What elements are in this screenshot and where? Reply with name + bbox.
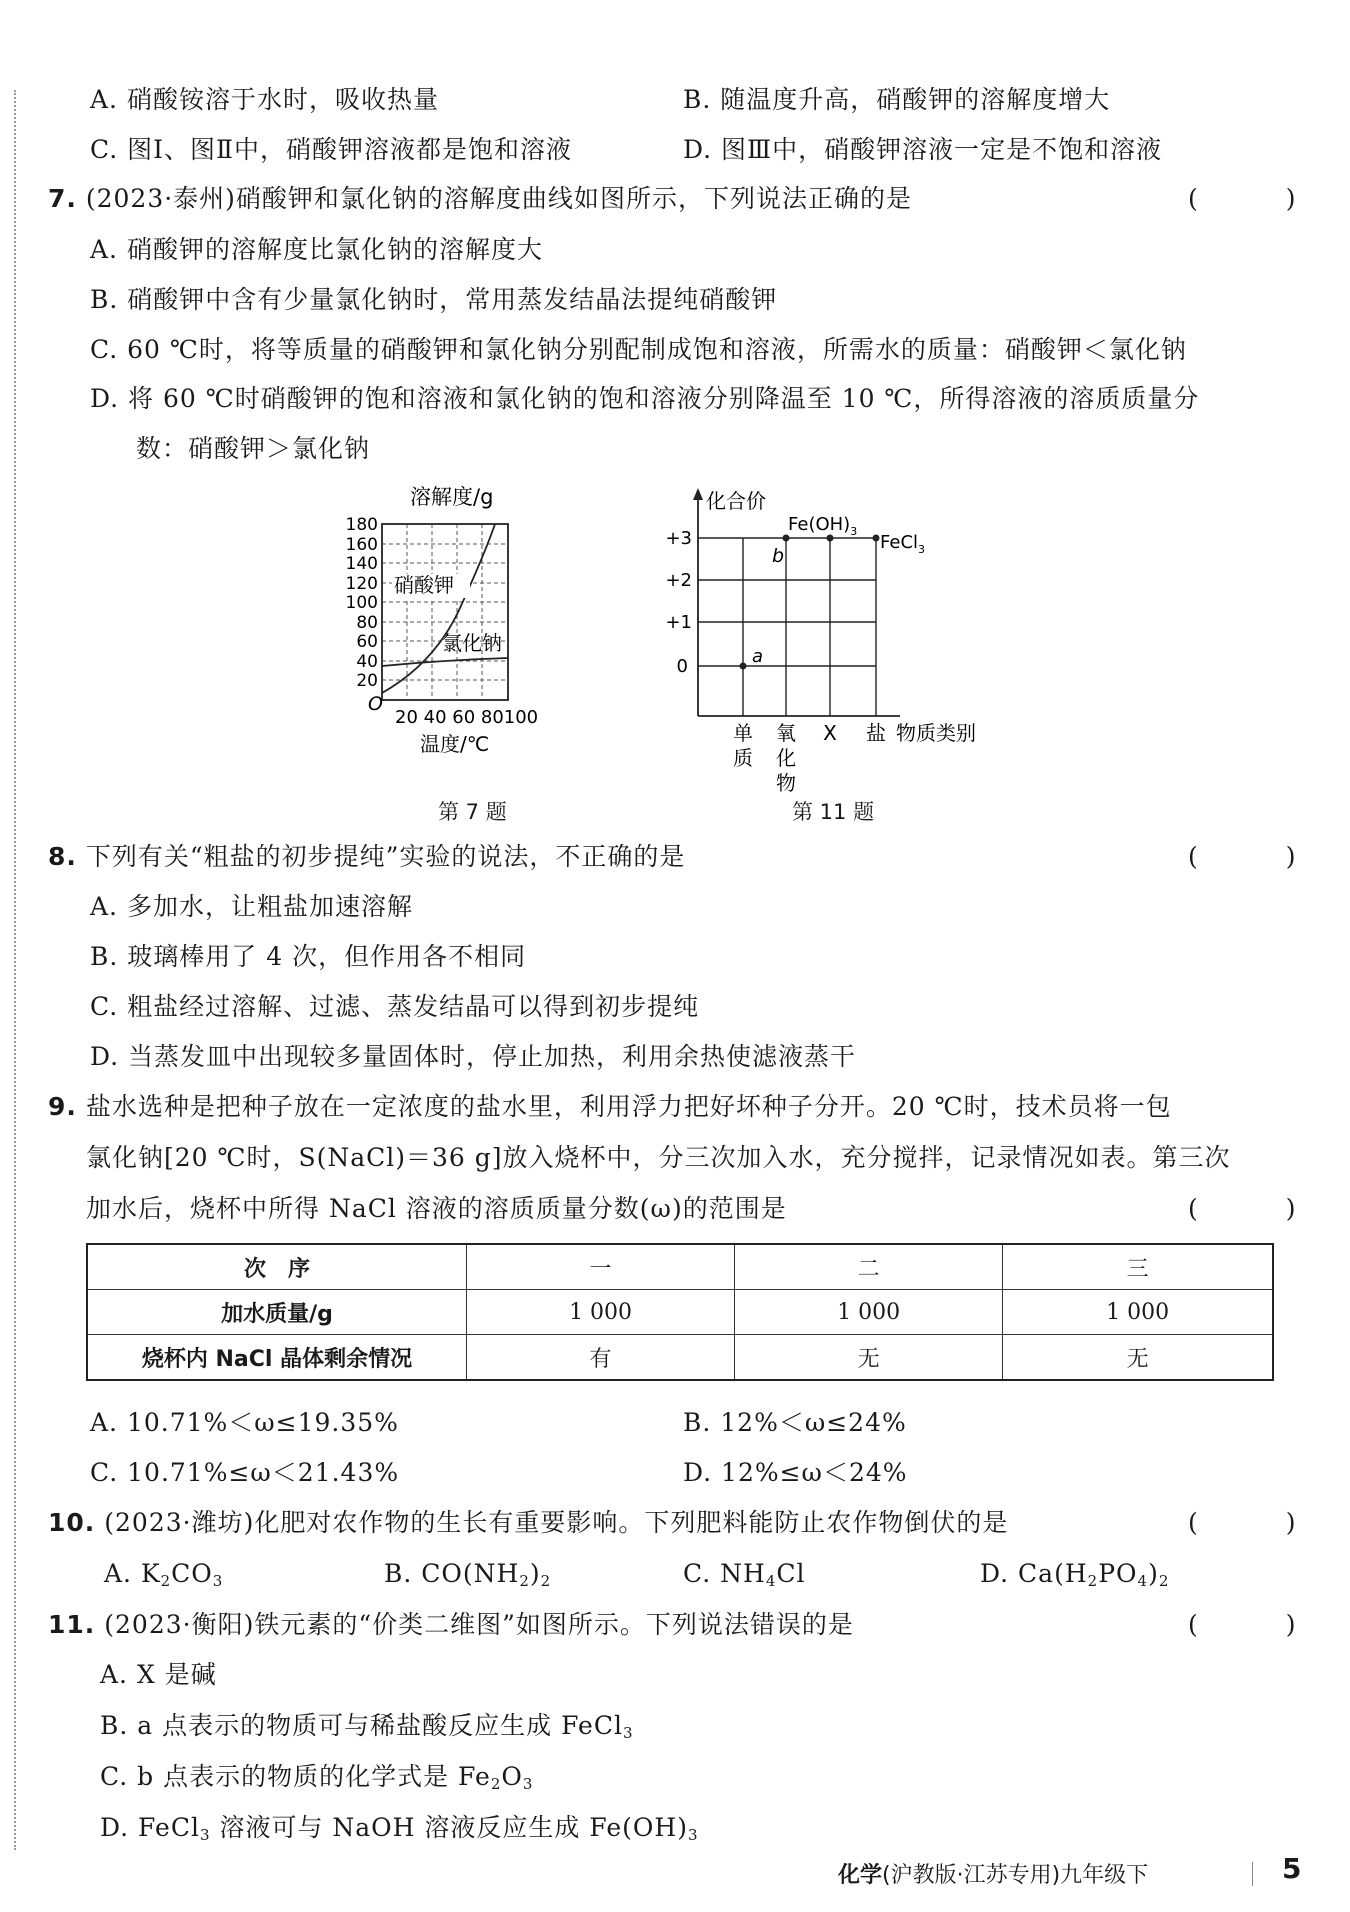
table-row bbox=[87, 1290, 1273, 1335]
q9-answer-paren: ( ) bbox=[1188, 1194, 1336, 1223]
table-cell: 无 bbox=[735, 1335, 1003, 1381]
fig11-label-fecl3: FeCl$_3$ bbox=[880, 532, 926, 556]
fig11-cat-oxide: 氧化物 bbox=[776, 721, 796, 795]
fig11-cat-salt: 盐 bbox=[866, 721, 886, 745]
q10-option-a: A. $K_2CO_3$ bbox=[104, 1559, 224, 1590]
fig7-caption: 第 7 题 bbox=[438, 800, 507, 824]
q7-option-d-cont: 数：硝酸钾＞氯化钠 bbox=[136, 434, 371, 463]
q9-stem-line-3: 加水后，烧杯中所得 NaCl 溶液的溶质质量分数(ω)的范围是 bbox=[86, 1194, 787, 1223]
fig11-label-feoh3: $Fe(OH)_3$ bbox=[788, 514, 858, 538]
fig11-point-b bbox=[783, 535, 790, 542]
fig7-xticks: 20 40 60 80100 bbox=[395, 707, 539, 728]
q9-record-table bbox=[86, 1243, 1274, 1381]
q8-stem-line bbox=[48, 840, 685, 874]
q8-option-d: D. 当蒸发皿中出现较多量固体时，停止加热，利用余热使滤液蒸干 bbox=[90, 1042, 857, 1071]
fig7-ytick: 160 bbox=[345, 535, 378, 555]
q11-option-c: C. b 点表示的物质的化学式是 $Fe_2O_3$ bbox=[100, 1762, 534, 1793]
fig11-point-feoh3 bbox=[827, 535, 834, 542]
fig7-ytick: 20 bbox=[356, 671, 378, 691]
table-cell: 加水质量/g bbox=[87, 1290, 467, 1335]
fig7-ytick: 120 bbox=[345, 574, 378, 594]
table-header-cell: 一 bbox=[467, 1244, 735, 1290]
q9-option-d: D. 12%≤ω＜24% bbox=[683, 1458, 908, 1487]
fig7-kno3-label: 硝酸钾 bbox=[394, 573, 454, 597]
fig11-ytick: +2 bbox=[665, 570, 692, 591]
q9-stem-line-2: 氯化钠[20 ℃时，S(NaCl)＝36 g]放入烧杯中，分三次加入水，充分搅拌，记录情况如表。第三次 bbox=[86, 1143, 1231, 1172]
fig7-nacl-label: 氯化钠 bbox=[442, 631, 502, 655]
q10-option-c: C. $NH_4Cl$ bbox=[683, 1559, 806, 1590]
q8-stem: 下列有关“粗盐的初步提纯”实验的说法，不正确的是 bbox=[85, 842, 686, 871]
q11-option-b: B. a 点表示的物质可与稀盐酸反应生成 FeCl$_3$ bbox=[100, 1711, 634, 1742]
table-header-cell: 三 bbox=[1003, 1244, 1273, 1290]
q7-option-c: C. 60 ℃时，将等质量的硝酸钾和氯化钠分别配制成饱和溶液，所需水的质量：硝酸钾＜氯化钠 bbox=[90, 335, 1187, 364]
fig7-ytick: 40 bbox=[356, 652, 378, 672]
fig7-origin: O bbox=[368, 693, 383, 715]
q7-stem-line bbox=[48, 182, 912, 216]
footer-subject: 化学 bbox=[838, 1863, 883, 1888]
q10-stem-line bbox=[48, 1506, 1008, 1540]
table-cell: 有 bbox=[467, 1335, 735, 1381]
q11-option-a: A. X 是碱 bbox=[100, 1660, 217, 1689]
fig7-xlabel: 温度/℃ bbox=[420, 732, 490, 756]
table-cell: 1 000 bbox=[735, 1290, 1003, 1335]
fig11-point-a bbox=[740, 663, 747, 670]
q10-option-b: B. $CO(NH_2)_2$ bbox=[384, 1559, 552, 1590]
q8-option-c: C. 粗盐经过溶解、过滤、蒸发结晶可以得到初步提纯 bbox=[90, 992, 700, 1021]
table-cell: 1 000 bbox=[467, 1290, 735, 1335]
fig11-cat-x: X bbox=[823, 721, 837, 745]
q11-answer-paren: ( ) bbox=[1188, 1610, 1336, 1639]
q8-option-b: B. 玻璃棒用了 4 次，但作用各不相同 bbox=[90, 942, 527, 971]
q9-option-c: C. 10.71%≤ω＜21.43% bbox=[90, 1458, 400, 1487]
fig11-grid bbox=[698, 538, 876, 716]
q9-option-b: B. 12%＜ω≤24% bbox=[683, 1408, 907, 1437]
fig7-frame bbox=[382, 524, 508, 700]
footer-edition: (沪教版·江苏专用)九年级下 bbox=[882, 1863, 1149, 1888]
q7-answer-paren: ( ) bbox=[1188, 184, 1336, 213]
fig7-ytick: 80 bbox=[356, 613, 378, 633]
table-cell: 无 bbox=[1003, 1335, 1273, 1381]
table-row bbox=[87, 1244, 1273, 1290]
table-header-cell: 二 bbox=[735, 1244, 1003, 1290]
q11-stem-line bbox=[48, 1608, 854, 1642]
q8-option-a: A. 多加水，让粗盐加速溶解 bbox=[90, 892, 413, 921]
fig11-label-b: b bbox=[772, 545, 785, 567]
q8-answer-paren: ( ) bbox=[1188, 842, 1336, 871]
q10-number: 10. bbox=[48, 1508, 96, 1537]
fig7-kno3-curve bbox=[382, 524, 495, 693]
table-header-cell: 次 序 bbox=[87, 1244, 467, 1290]
q11-option-d: D. FeCl$_3$ 溶液可与 NaOH 溶液反应生成 $Fe(OH)_3$ bbox=[100, 1813, 699, 1844]
fig7-ytick: 100 bbox=[345, 593, 378, 613]
q6-option-c: C. 图Ⅰ、图Ⅱ中，硝酸钾溶液都是饱和溶液 bbox=[90, 135, 572, 164]
fig7-ytick: 180 bbox=[345, 515, 378, 535]
q7-number: 7. bbox=[48, 184, 77, 213]
fig11-y-arrow bbox=[693, 488, 703, 500]
q7-option-b: B. 硝酸钾中含有少量氯化钠时，常用蒸发结晶法提纯硝酸钾 bbox=[90, 285, 778, 314]
fig11-ytick: 0 bbox=[676, 656, 688, 677]
fig11-valence-chart bbox=[660, 482, 1020, 802]
q6-option-d: D. 图Ⅲ中，硝酸钾溶液一定是不饱和溶液 bbox=[683, 135, 1163, 164]
fig11-ytick: +3 bbox=[665, 528, 692, 549]
fig11-xlabel: 物质类别 bbox=[896, 721, 976, 745]
q9-stem-1: 盐水选种是把种子放在一定浓度的盐水里，利用浮力把好坏种子分开。20 ℃时，技术员将一包 bbox=[85, 1092, 1172, 1121]
q7-option-d: D. 将 60 ℃时硝酸钾的饱和溶液和氯化钠的饱和溶液分别降温至 10 ℃，所得溶液的溶质质量分 bbox=[90, 384, 1200, 413]
binding-margin-line bbox=[14, 90, 16, 1850]
q11-number: 11. bbox=[48, 1610, 96, 1639]
fig11-ylabel: 化合价 bbox=[706, 489, 766, 513]
q10-answer-paren: ( ) bbox=[1188, 1508, 1336, 1537]
fig7-solubility-chart bbox=[345, 478, 590, 768]
q9-option-a: A. 10.71%＜ω≤19.35% bbox=[90, 1408, 399, 1437]
q7-option-a: A. 硝酸钾的溶解度比氯化钠的溶解度大 bbox=[90, 235, 543, 264]
fig11-ytick: +1 bbox=[665, 612, 692, 633]
q6-option-a: A. 硝酸铵溶于水时，吸收热量 bbox=[90, 85, 439, 114]
fig7-grid bbox=[382, 524, 508, 700]
q7-stem: (2023·泰州)硝酸钾和氯化钠的溶解度曲线如图所示，下列说法正确的是 bbox=[85, 184, 912, 213]
fig11-caption: 第 11 题 bbox=[792, 800, 875, 824]
q9-number: 9. bbox=[48, 1092, 77, 1121]
fig11-point-fecl3 bbox=[873, 535, 880, 542]
footer-divider bbox=[1252, 1862, 1253, 1886]
q6-option-b: B. 随温度升高，硝酸钾的溶解度增大 bbox=[683, 85, 1111, 114]
fig11-label-a: a bbox=[752, 646, 764, 667]
table-cell: 1 000 bbox=[1003, 1290, 1273, 1335]
table-row bbox=[87, 1335, 1273, 1381]
fig7-nacl-curve bbox=[382, 658, 508, 666]
fig7-ylabel: 溶解度/g bbox=[410, 485, 494, 509]
table-cell: 烧杯内 NaCl 晶体剩余情况 bbox=[87, 1335, 467, 1381]
q11-stem: (2023·衡阳)铁元素的“价类二维图”如图所示。下列说法错误的是 bbox=[104, 1610, 854, 1639]
fig7-ytick: 60 bbox=[356, 632, 378, 652]
footer-book-title bbox=[838, 1858, 1148, 1889]
q9-stem-line-1 bbox=[48, 1090, 1172, 1124]
page-number: 5 bbox=[1282, 1852, 1302, 1885]
q10-stem: (2023·潍坊)化肥对农作物的生长有重要影响。下列肥料能防止农作物倒伏的是 bbox=[104, 1508, 1009, 1537]
fig7-ytick: 140 bbox=[345, 554, 378, 574]
fig11-cat-elemental: 单质 bbox=[733, 721, 753, 770]
q8-number: 8. bbox=[48, 842, 77, 871]
q10-option-d: D. $Ca(H_2PO_4)_2$ bbox=[980, 1559, 1170, 1590]
